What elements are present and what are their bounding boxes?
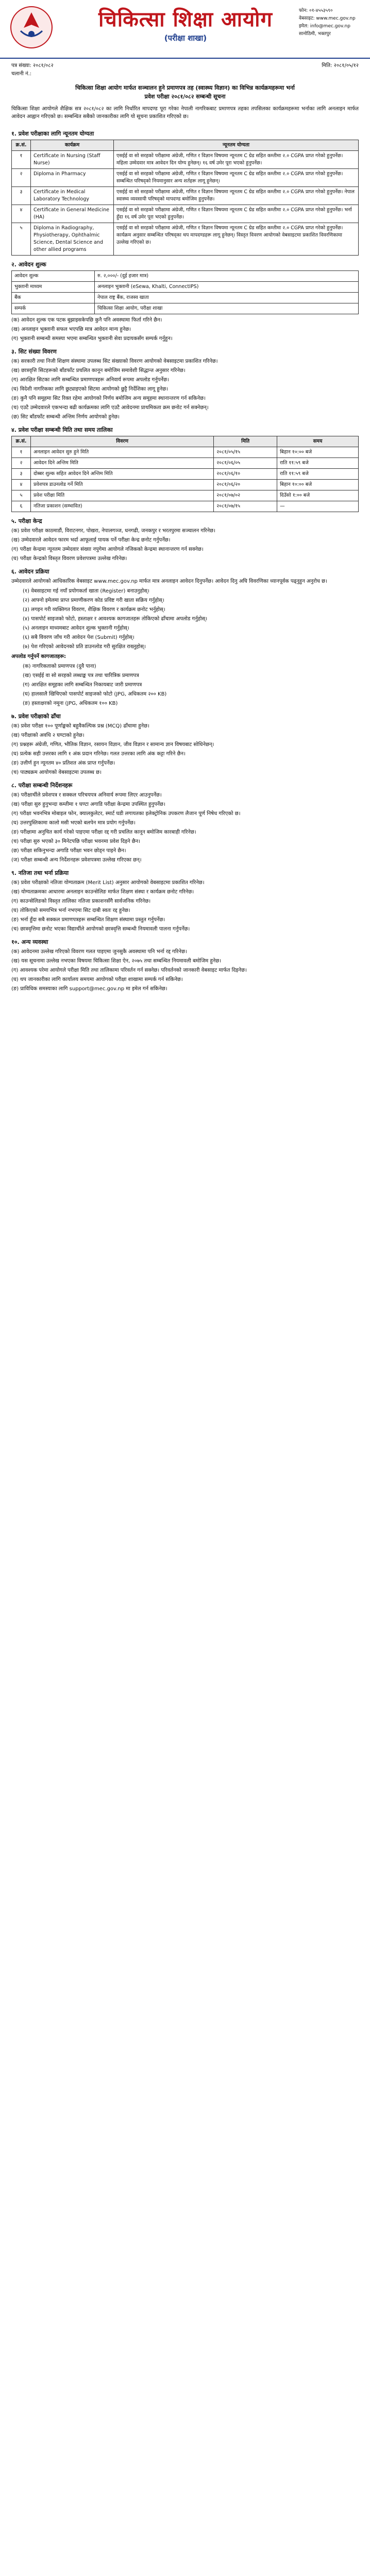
list-item: (घ) उत्तरपुस्तिकामा कालो मसी भएको बलपेन मात्र प्रयोग गर्नुपर्नेछ। — [11, 820, 136, 826]
fee-value: अनलाइन भुक्तानी (eSewa, Khalti, ConnectIPS) — [95, 282, 359, 293]
list-item: (छ) सिट बाँडफाँट सम्बन्धी अन्तिम निर्णय आयोगको हुनेछ। — [11, 414, 120, 420]
list-item: (ग) परीक्षा भवनभित्र मोबाइल फोन, क्यालकुलेटर, स्मार्ट घडी लगायतका इलेक्ट्रोनिक उपकरण लैजान पूर्ण निषेध गरिएको छ। — [11, 811, 241, 817]
schedule-time: राति ११:५९ बजे — [277, 458, 359, 469]
org-subtitle: (परीक्षा शाखा) — [164, 33, 207, 43]
list-item: (ख) परीक्षा सुरु हुनुभन्दा कम्तीमा १ घण्टा अगाडि परीक्षा केन्द्रमा उपस्थित हुनुपर्नेछ। — [11, 802, 165, 807]
list-item: (ङ) परीक्षामा अनुचित कार्य गरेको पाइएमा परीक्षा रद्द गरी प्रचलित कानून बमोजिम कारबाही गरिनेछ। — [11, 829, 196, 835]
list-item: (ग) आरक्षित सिटका लागि सम्बन्धित प्रमाणपत्रहरू अनिवार्य रूपमा अपलोड गर्नुपर्नेछ। — [11, 377, 169, 383]
serial-cell: ३ — [12, 187, 31, 205]
step-item: (२) आफ्नो इमेलमा प्राप्त प्रमाणीकरण कोड प्रविष्ट गरी खाता सक्रिय गर्नुहोस्। — [23, 598, 164, 603]
list-item: (ख) छात्रवृत्ति सिटहरूको बाँडफाँट प्रचलित कानून बमोजिम समावेशी सिद्धान्त अनुसार गरिनेछ। — [11, 368, 186, 374]
serial-cell: ५ — [12, 223, 31, 256]
list-item: (घ) प्रत्येक सही उत्तरका लागि १ अंक प्रदान गरिनेछ। गलत उत्तरका लागि अंक कट्टा गरिने छैन। — [11, 751, 186, 757]
schedule-date: २०८१/०६/२० — [214, 480, 277, 490]
step-item: (३) लगइन गरी व्यक्तिगत विवरण, शैक्षिक विवरण र कार्यक्रम छनोट भर्नुहोस्। — [23, 607, 165, 613]
section-title: ५. परीक्षा केन्द्र — [11, 518, 42, 524]
list-item: (ज) परीक्षा सम्बन्धी अन्य निर्देशनहरू प्रवेशपत्रमा उल्लेख गरिएका छन्। — [11, 857, 142, 863]
program-cell: Certificate in Nursing (Staff Nurse) — [31, 151, 114, 169]
list-item: (घ) तोकिएको समयभित्र भर्ना नभएमा सिट दाबी स्वतः रद्द हुनेछ। — [11, 908, 130, 913]
fee-label: भुक्तानी माध्यम — [12, 282, 95, 293]
table-row — [12, 501, 359, 512]
list-item: (क) प्रवेश परीक्षाको नतिजा योग्यताक्रम (Merit List) अनुसार आयोगको वेबसाइटमा प्रकाशित गरिनेछ। — [11, 880, 205, 886]
document-item: (क) नागरिकताको प्रमाणपत्र (दुवै पाना) — [23, 664, 96, 669]
table-row — [12, 151, 359, 169]
list-item: (घ) परीक्षा केन्द्रको विस्तृत विवरण प्रवेशपत्रमा उल्लेख गरिनेछ। — [11, 556, 127, 562]
schedule-date: २०८१/०७/१५ — [214, 501, 277, 512]
schedule-time: बिहान १०:०० बजे — [277, 447, 359, 458]
contact-phone: फोन: ०१-४५५३५९० — [299, 8, 333, 13]
fee-note: (ग) भुक्तानी सम्बन्धी समस्या भएमा सम्बन्धित भुक्तानी सेवा प्रदायकसँग सम्पर्क गर्नुहुन। — [11, 336, 173, 342]
schedule-label: प्रवेश परीक्षा मिति — [31, 490, 214, 501]
notice-heading — [11, 83, 359, 101]
program-cell: Certificate in Medical Laboratory Technology — [31, 187, 114, 205]
section-title: १०. अन्य व्यवस्था — [11, 939, 48, 945]
table-row — [12, 469, 359, 480]
table-row — [12, 447, 359, 458]
dispatch-number: चलानी नं.: — [11, 71, 32, 77]
list-item: (च) पाठ्यक्रम आयोगको वेबसाइटमा उपलब्ध छ। — [11, 770, 102, 775]
list-item: (ग) आवश्यक परेमा आयोगले परीक्षा मिति तथा तालिकामा परिवर्तन गर्न सक्नेछ। परिवर्तनको जानकारी वेबसाइट मार्फत दिइनेछ। — [11, 968, 247, 973]
column-header: न्यूनतम योग्यता — [114, 140, 359, 151]
schedule-table — [11, 436, 359, 512]
list-item: (घ) विदेशी नागरिकका लागि छुट्याइएको सिटमा आयोगको छुट्टै निर्देशिका लागू हुनेछ। — [11, 386, 168, 392]
step-item: (६) सबै विवरण जाँच गरी आवेदन पेश (Submit) गर्नुहोस्। — [23, 635, 134, 640]
section-title: ९. नतिजा तथा भर्ना प्रक्रिया — [11, 870, 69, 876]
step-item: (५) अनलाइन माध्यमबाट आवेदन शुल्क भुक्तानी गर्नुहोस्। — [23, 625, 129, 631]
serial-cell: २ — [12, 458, 31, 469]
schedule-date: २०८१/०६/१० — [214, 469, 277, 480]
schedule-label: नतिजा प्रकाशन (सम्भावित) — [31, 501, 214, 512]
list-item: (क) प्रवेश परीक्षा १०० पूर्णाङ्कको बहुवैकल्पिक प्रश्न (MCQ) ढाँचामा हुनेछ। — [11, 723, 149, 729]
eligibility-table — [11, 140, 359, 256]
contact-block — [299, 7, 366, 38]
serial-cell: ४ — [12, 205, 31, 223]
section-title: १. प्रवेश परीक्षाका लागि न्यूनतम योग्यता — [11, 130, 94, 137]
list-item: (ख) परीक्षाको अवधि २ घण्टाको हुनेछ। — [11, 733, 85, 738]
table-row — [12, 293, 359, 303]
list-item: (ग) काउन्सेलिङको विस्तृत तालिका नतिजा प्रकाशनसँगै सार्वजनिक गरिनेछ। — [11, 899, 151, 904]
serial-cell: २ — [12, 169, 31, 187]
section-title: ८. परीक्षा सम्बन्धी निर्देशनहरू — [11, 782, 73, 789]
list-item: (ङ) कुनै पनि समूहमा सिट रिक्त रहेमा आयोगको निर्णय बमोजिम अन्य समूहमा स्थानान्तरण गर्न सकिनेछ। — [11, 396, 206, 401]
schedule-label: अनलाइन आवेदन सुरु हुने मिति — [31, 447, 214, 458]
list-item: (च) एउटै उम्मेदवारले एकभन्दा बढी कार्यक्रमका लागि एउटै आवेदनमा प्राथमिकता क्रम छनोट गर्न सक्नेछन्। — [11, 405, 209, 411]
schedule-time: दिउँसो १:०० बजे — [277, 490, 359, 501]
table-row — [12, 282, 359, 293]
qualification-cell: एसईई वा सो सरहको परीक्षामा अंग्रेजी, गणित र विज्ञान विषयमा न्यूनतम C ग्रेड सहित कम्तीमा २.० CGPA प्राप्त गरेको हुनुपर्नेछ। महिला उम्मेदवार मात्र आवेदन दिन योग्य हुनेछन्। १६ वर्ष उमेर पूरा भएको हुनुपर्नेछ। — [114, 151, 359, 169]
list-item: (ग) प्रश्नहरू अंग्रेजी, गणित, भौतिक विज्ञान, रसायन विज्ञान, जीव विज्ञान र सामान्य ज्ञान विषयबाट सोधिनेछन्। — [11, 742, 214, 748]
list-item: (ख) उम्मेदवारले आवेदन फारम भर्दा आफूलाई पायक पर्ने परीक्षा केन्द्र छनोट गर्नुपर्नेछ। — [11, 537, 171, 543]
notice-heading-line: चिकित्सा शिक्षा आयोग मार्फत सञ्चालन हुने प्रमाणपत्र तह (स्वास्थ्य विज्ञान) का विभिन्न कार्यक्रमहरूमा भर्ना — [75, 84, 295, 91]
program-cell: Certificate in General Medicine (HA) — [31, 205, 114, 223]
schedule-label: प्रवेशपत्र डाउनलोड गर्ने मिति — [31, 480, 214, 490]
section-title: ७. प्रवेश परीक्षाको ढाँचा — [11, 713, 61, 720]
serial-cell: ४ — [12, 480, 31, 490]
schedule-date: २०८१/०५/१५ — [214, 447, 277, 458]
paragraph: उम्मेदवारले आयोगको आधिकारिक वेबसाइट www.mec.gov.np मार्फत मात्र अनलाइन आवेदन दिनुपर्नेछ। आवेदन दिनु अघि विवरणिका ध्यानपूर्वक पढ्नुहुन अनुरोध छ। — [11, 579, 327, 584]
schedule-time: — — [277, 501, 359, 512]
qualification-cell: एसईई वा सो सरहको परीक्षामा अंग्रेजी, गणित र विज्ञान विषयमा न्यूनतम C ग्रेड सहित कम्तीमा २.० CGPA प्राप्त गरेको हुनुपर्नेछ। सम्बन्धित परिषद्को नियमानुसार अन्य शर्तहरू लागू हुनेछन्। — [114, 169, 359, 187]
docs-title: अपलोड गर्नुपर्ने कागजातहरू: — [11, 654, 66, 659]
table-row — [12, 271, 359, 282]
column-header: क्र.सं. — [12, 140, 31, 151]
list-item: (घ) थप जानकारीका लागि कार्यालय समयमा आयोगको परीक्षा शाखामा सम्पर्क गर्न सकिनेछ। — [11, 977, 183, 982]
qualification-cell: एसईई वा सो सरहको परीक्षामा अंग्रेजी, गणित र विज्ञान विषयमा न्यूनतम C ग्रेड सहित कम्तीमा २.० CGPA प्राप्त गरेको हुनुपर्नेछ। नेपाल स्वास्थ्य व्यवसायी परिषद्को मापदण्ड बमोजिम हुनुपर्नेछ। — [114, 187, 359, 205]
step-item: (४) पासपोर्ट साइजको फोटो, हस्ताक्षर र आवश्यक कागजातहरू तोकिएको ढाँचामा अपलोड गर्नुहोस्। — [23, 616, 208, 622]
column-header: समय — [277, 436, 359, 447]
list-item: (ङ) प्राविधिक समस्याका लागि support@mec.gov.np मा इमेल गर्न सकिनेछ। — [11, 986, 167, 992]
contact-website: वेबसाइट: www.mec.gov.np — [299, 16, 356, 21]
schedule-time: राति ११:५९ बजे — [277, 469, 359, 480]
table-header-row — [12, 436, 359, 447]
fee-note: (क) आवेदन शुल्क एक पटक बुझाइसकेपछि कुनै पनि अवस्थामा फिर्ता गरिने छैन। — [11, 317, 162, 323]
column-header: मिति — [214, 436, 277, 447]
qualification-cell: एसईई वा सो सरहको परीक्षामा अंग्रेजी, गणित र विज्ञान विषयमा न्यूनतम C ग्रेड सहित कम्तीमा २.० CGPA प्राप्त गरेको हुनुपर्नेछ। कार्यक्रम अनुसार सम्बन्धित परिषद्का थप मापदण्डहरू लागू हुनेछन्। विस्तृत विवरण आयोगको वेबसाइटमा प्रकाशित विवरणिकामा उल्लेख गरिएको छ। — [114, 223, 359, 256]
table-row — [12, 223, 359, 256]
column-header: क्र.सं. — [12, 436, 31, 447]
program-cell: Diploma in Pharmacy — [31, 169, 114, 187]
section-title: ४. प्रवेश परीक्षा सम्बन्धी मिति तथा समय तालिका — [11, 427, 113, 433]
table-row — [12, 480, 359, 490]
letter-number: पत्र संख्या: २०८१/०८२ — [11, 63, 54, 69]
column-header: कार्यक्रम — [31, 140, 114, 151]
fee-note: (ख) अनलाइन भुक्तानी सफल भएपछि मात्र आवेदन मान्य हुनेछ। — [11, 327, 131, 332]
list-item: (च) छात्रवृत्तिमा छनोट भएका विद्यार्थीले आयोगको छात्रवृत्ति सम्बन्धी नियमावली पालना गर्नुपर्नेछ। — [11, 926, 190, 932]
notice-body — [11, 125, 359, 994]
table-row — [12, 490, 359, 501]
section-title: २. आवेदन शुल्क — [11, 261, 46, 268]
fee-value: चिकित्सा शिक्षा आयोग, परीक्षा शाखा — [95, 303, 359, 314]
list-item: (ख) योग्यताक्रमका आधारमा अनलाइन काउन्सेलिङ मार्फत शिक्षण संस्था र कार्यक्रम छनोट गरिनेछ। — [11, 889, 194, 895]
fee-value: रु. २,०००/- (दुई हजार मात्र) — [95, 271, 359, 282]
fee-value: नेपाल राष्ट्र बैंक, राजस्व खाता — [95, 293, 359, 303]
list-item: (क) सरकारी तथा निजी शिक्षण संस्थामा उपलब्ध सिट संख्याको विवरण आयोगको वेबसाइटमा प्रकाशित गरिनेछ। — [11, 359, 218, 364]
program-cell: Diploma in Radiography, Physiotherapy, Ophthalmic Science, Dental Science and other allied programs — [31, 223, 114, 256]
schedule-time: बिहान १०:०० बजे — [277, 480, 359, 490]
serial-cell: १ — [12, 151, 31, 169]
table-row — [12, 205, 359, 223]
step-item: (१) वेबसाइटमा गई नयाँ प्रयोगकर्ता खाता (Register) बनाउनुहोस्। — [23, 588, 149, 594]
schedule-label: आवेदन दिने अन्तिम मिति — [31, 458, 214, 469]
document-item: (ग) आरक्षित समूहका लागि सम्बन्धित निकायबाट जारी प्रमाणपत्र — [23, 682, 142, 688]
list-item: (ङ) भर्ना हुँदा सबै सक्कल प्रमाणपत्रहरू सम्बन्धित शिक्षण संस्थामा प्रस्तुत गर्नुपर्नेछ। — [11, 917, 165, 923]
qualification-cell: एसईई वा सो सरहको परीक्षामा अंग्रेजी, गणित र विज्ञान विषयमा न्यूनतम C ग्रेड सहित कम्तीमा २.० CGPA प्राप्त गरेको हुनुपर्नेछ। भर्ना हुँदा १६ वर्ष उमेर पूरा भएको हुनुपर्नेछ। — [114, 205, 359, 223]
table-row — [12, 458, 359, 469]
serial-cell: ६ — [12, 501, 31, 512]
fee-label: सम्पर्क — [12, 303, 95, 314]
list-item: (क) आवेदनमा उल्लेख गरिएको विवरण गलत पाइएमा जुनसुकै अवस्थामा पनि भर्ना रद्द गरिनेछ। — [11, 949, 187, 955]
schedule-label: दोब्बर शुल्क सहित आवेदन दिने अन्तिम मिति — [31, 469, 214, 480]
document-item: (ङ) हस्ताक्षरको नमूना (JPG, अधिकतम १०० KB) — [23, 701, 118, 706]
letterhead — [0, 0, 370, 59]
fee-label: बैंक — [12, 293, 95, 303]
reference-block — [11, 62, 359, 78]
section-title: ३. सिट संख्या विवरण — [11, 348, 57, 355]
list-item: (क) प्रवेश परीक्षा काठमाडौं, विराटनगर, पोखरा, नेपालगञ्ज, धनगढी, जनकपुर र भरतपुरमा सञ्चालन गरिनेछ। — [11, 528, 215, 534]
letter-date: मिति: २०८१/०५/१२ — [322, 63, 359, 69]
list-item: (क) परीक्षार्थीले प्रवेशपत्र र सक्कल परिचयपत्र अनिवार्य रूपमा लिएर आउनुपर्नेछ। — [11, 792, 162, 798]
list-item: (च) परीक्षा सुरु भएको ३० मिनेटपछि परीक्षा भवनमा प्रवेश दिइने छैन। — [11, 839, 141, 844]
table-row — [12, 303, 359, 314]
list-item: (ग) परीक्षा केन्द्रमा न्यूनतम उम्मेदवार संख्या नपुगेमा आयोगले नजिकको केन्द्रमा स्थानान्तरण गर्न सक्नेछ। — [11, 547, 204, 552]
column-header: विवरण — [31, 436, 214, 447]
list-item: (छ) परीक्षा सकिनुभन्दा अगाडि परीक्षा भवन छोड्न पाइने छैन। — [11, 848, 126, 854]
serial-cell: १ — [12, 447, 31, 458]
list-item: (ङ) उत्तीर्ण हुन न्यूनतम ४० प्रतिशत अंक प्राप्त गर्नुपर्नेछ। — [11, 760, 115, 766]
notice-heading-line: प्रवेश परीक्षा २०८१/०८२ सम्बन्धी सूचना — [144, 93, 226, 100]
table-header-row — [12, 140, 359, 151]
table-row — [12, 169, 359, 187]
section-title: ६. आवेदन प्रक्रिया — [11, 568, 49, 575]
contact-address: सानोठिमी, भक्तपुर — [299, 31, 331, 37]
contact-email: इमेल: info@mec.gov.np — [299, 24, 350, 29]
serial-cell: ३ — [12, 469, 31, 480]
table-row — [12, 187, 359, 205]
notice-intro: चिकित्सा शिक्षा आयोगले शैक्षिक सत्र २०८१/०८२ का लागि निर्धारित मापदण्ड पूरा गरेका नेपाली नागरिकबाट प्रमाणपत्र तहका तपसिलका कार्यक्रमहरूमा भर्नाका लागि अनलाइन मार्फत आवेदन आह्वान गरिएको छ। सम्बन्धित सबैको जानकारीका लागि यो सूचना प्रकाशित गरिएको छ। — [11, 106, 359, 120]
fee-table — [11, 270, 359, 314]
org-title: चिकित्सा शिक्षा आयोग — [98, 8, 273, 31]
fee-label: आवेदन शुल्क — [12, 271, 95, 282]
document-item: (घ) हालसालै खिचिएको पासपोर्ट साइजको फोटो (JPG, अधिकतम २०० KB) — [23, 691, 167, 697]
serial-cell: ५ — [12, 490, 31, 501]
document-item: (ख) एसईई वा सो सरहको लब्धाङ्क पत्र तथा चारित्रिक प्रमाणपत्र — [23, 673, 139, 679]
step-item: (७) पेश गरिएको आवेदनको प्रति डाउनलोड गरी सुरक्षित राख्नुहोस्। — [23, 644, 146, 650]
list-item: (ख) यस सूचनामा उल्लेख नभएका विषयमा चिकित्सा शिक्षा ऐन, २०७५ तथा सम्बन्धित नियमावली बमोजिम हुनेछ। — [11, 958, 222, 964]
schedule-date: २०८१/०७/०२ — [214, 490, 277, 501]
government-emblem-icon — [9, 5, 54, 49]
schedule-date: २०८१/०६/०५ — [214, 458, 277, 469]
